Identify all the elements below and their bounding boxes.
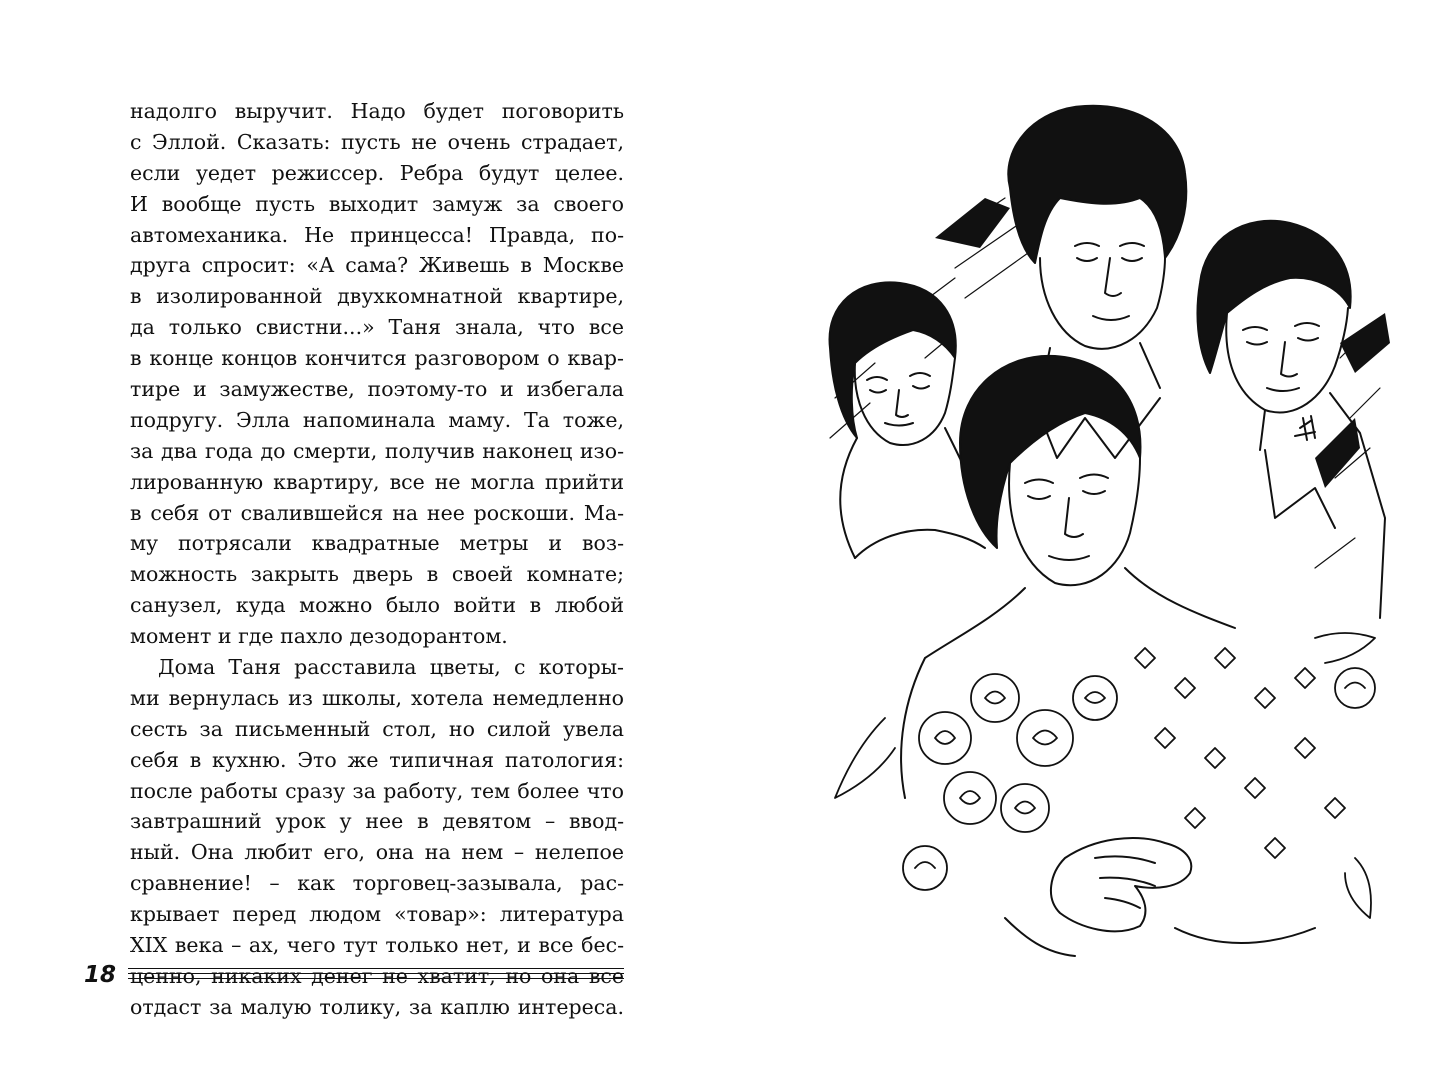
central-girl <box>901 356 1235 798</box>
text-line: сесть за письменный стол, но силой увела <box>130 716 624 741</box>
text-line: санузел, куда можно было войти в любой <box>130 593 624 618</box>
footer-rule <box>128 968 624 969</box>
text-line: да только свистни...» Таня знала, что все <box>130 315 624 340</box>
text-line: в себя от свалившейся на нее роскоши. Ма- <box>130 500 624 525</box>
text-line: за два года до смерти, получив наконец изо- <box>130 438 624 463</box>
text-line: Дома Таня расставила цветы, с которы- <box>158 655 624 680</box>
text-line: ценно, никаких денег не хватит, но она все <box>130 963 624 988</box>
text-line: себя в кухню. Это же типичная патология: <box>130 747 624 772</box>
text-line: сравнение! – как торговец-зазывала, рас- <box>130 871 624 896</box>
text-line: подругу. Элла напоминала маму. Та тоже, <box>130 407 624 432</box>
text-line: друга спросит: «А сама? Живешь в Москве <box>130 253 624 278</box>
text-line: момент и где пахло дезодорантом. <box>130 624 508 649</box>
text-line: отдаст за малую толику, за каплю интереса. <box>130 994 624 1019</box>
young-man <box>1197 221 1385 618</box>
text-line: XIX века – ах, чего тут только нет, и все бес- <box>130 933 624 958</box>
text-line: лированную квартиру, все не могла прийти <box>130 469 624 494</box>
text-line: в конце концов кончится разговором о квар- <box>130 346 624 371</box>
dark-haired-girl <box>830 282 985 558</box>
text-line: И вообще пусть выходит замуж за своего <box>130 191 624 216</box>
text-line: с Эллой. Сказать: пусть не очень страдает, <box>130 129 624 154</box>
body-text <box>130 96 624 1023</box>
text-line: после работы сразу за работу, тем более что <box>130 778 624 803</box>
right-page <box>725 0 1450 1080</box>
text-line: в изолированной двухкомнатной квартире, <box>130 284 624 309</box>
footer-rule <box>128 973 624 974</box>
text-line: ми вернулась из школы, хотела немедленно <box>130 685 624 710</box>
text-line: ный. Она любит его, она на нем – нелепое <box>130 840 624 865</box>
text-line: надолго выручит. Надо будет поговорить <box>130 99 624 123</box>
text-line: автомеханика. Не принцесса! Правда, по- <box>130 222 624 247</box>
hand <box>1005 838 1315 956</box>
text-line: му потрясали квадратные метры и воз- <box>130 531 624 556</box>
text-line: если уедет режиссер. Ребра будут целее. <box>130 160 624 185</box>
text-line: крывает перед людом «товар»: литература <box>130 902 624 927</box>
text-line: тире и замужестве, поэтому-то и избегала <box>130 377 624 402</box>
illustration-young-people-with-bouquet <box>795 98 1395 958</box>
text-line: можность закрыть дверь в своей комнате; <box>130 562 624 587</box>
page-number: 18 <box>84 962 117 988</box>
text-line: завтрашний урок у нее в девятом – ввод- <box>130 809 624 834</box>
footer-rule <box>128 978 624 979</box>
